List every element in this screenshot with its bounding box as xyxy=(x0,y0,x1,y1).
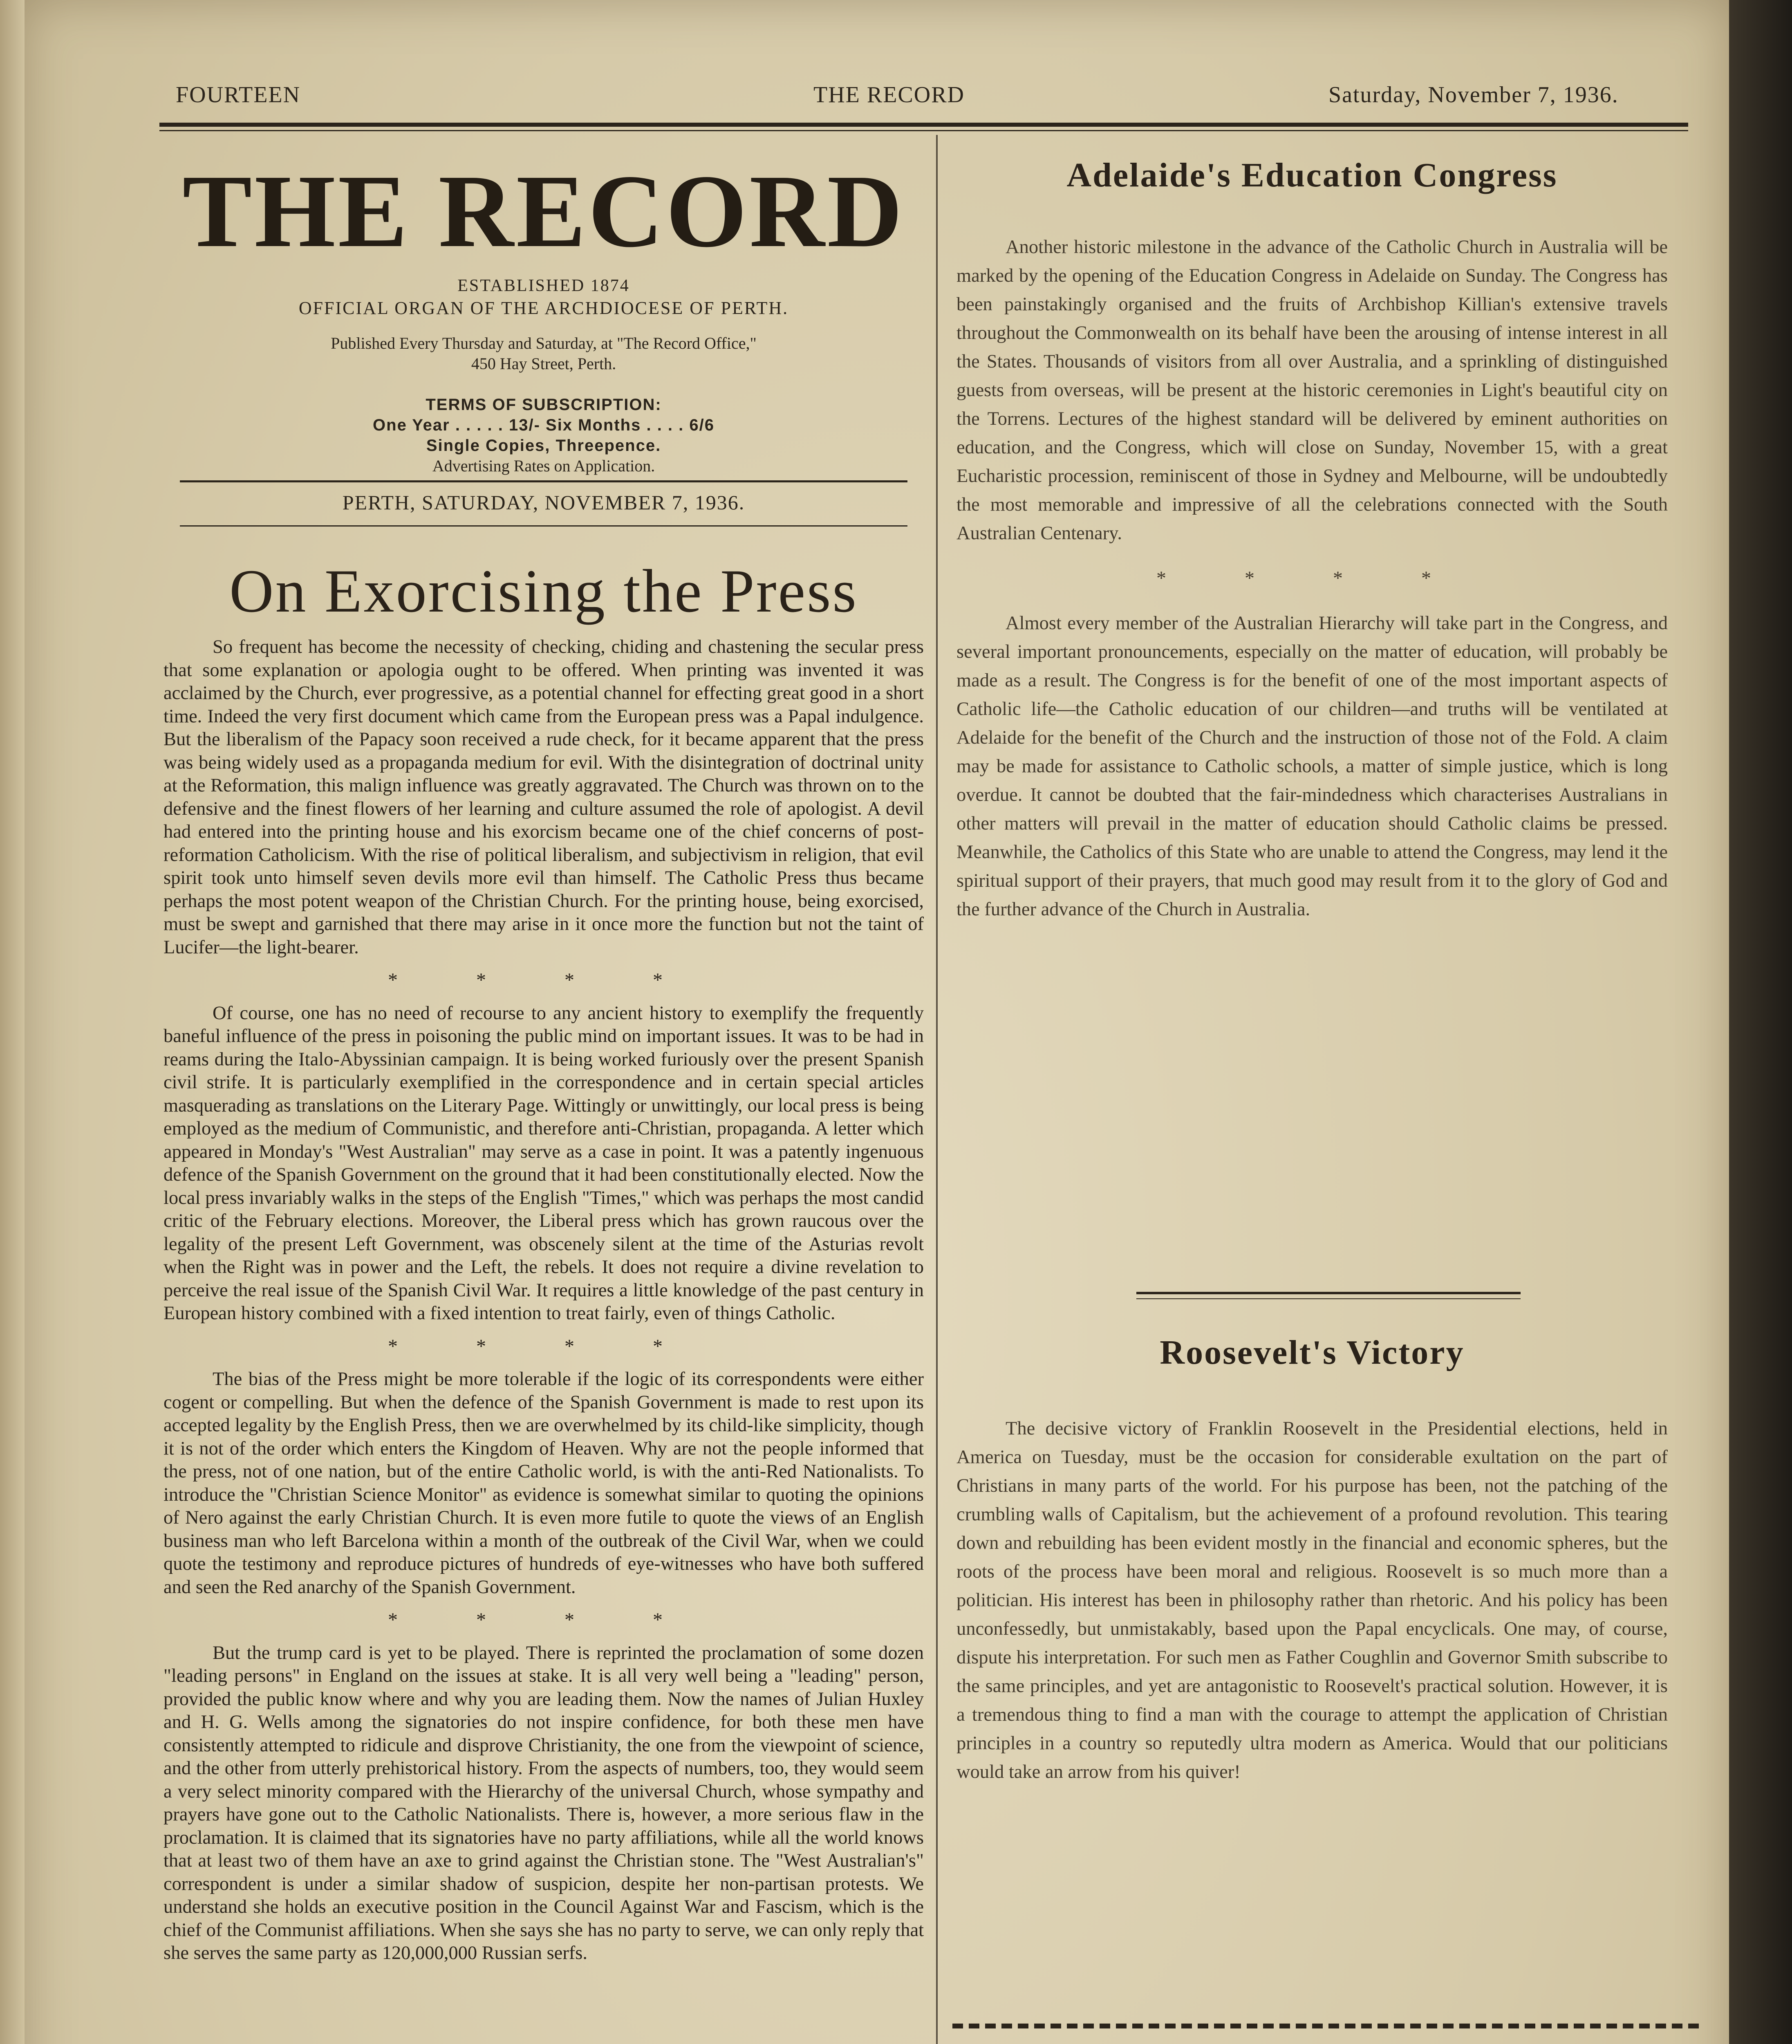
roosevelt-body xyxy=(956,1414,1668,1786)
running-title: THE RECORD xyxy=(813,82,965,108)
section-stars: * * * * xyxy=(388,1609,699,1631)
editorial-paragraph: So frequent has become the necessity of checking, chiding and chastening the secular press that some explanation or apologia ought to be offered. When printing was invented it was acclaimed by the Church, ever progressive, as a potential channel for effecting great good in a short time. Indeed the very first document which came from the European press was a Papal indulgence. But the liberalism of the Papacy soon received a rude check, for it became apparent that the press was being widely used as a propaganda medium for evil. With the disintegration of doctrinal unity at the Reformation, this malign influence was greatly aggravated. The Church was thrown on to the defensive and the finest flowers of her learning and culture assumed the role of apologist. A devil had entered into the printing house and his exorcism became one of the chief concerns of post-reformation Catholicism. With the rise of political liberalism, and subjectivism in religion, that evil spirit took unto himself seven devils more evil than himself. The Catholic Press thus became perhaps the most potent weapon of the Christian Church. For the printing house, being exorcised, must be swept and garnished that there may arise in it once more the function but not the taint of Lucifer—the light-bearer. xyxy=(164,637,924,958)
editorial-paragraph: But the trump card is yet to be played. There is reprinted the proclamation of some dozen "leading persons" in England on the issues at stake. It is all very well being a "leading" person, provided the public know where and why you are leading them. Now the names of Julian Huxley and H. G. Wells among the signatories do not inspire confidence, for both these men have consistently attempted to ridicule and disprove Christianity, the one from the viewpoint of science, and the other from utterly prehistorical history. From the aspects of numbers, too, they would seem a very select minority compared with the Hierarchy of the universal Church, whose sympathy and prayers have gone out to the Catholic Nationalists. There is, however, a more serious flaw in the proclamation. It is claimed that its signatories have no party affiliations, while all the world knows that at least two of them have an axe to grind against the Christian stone. The "West Australian's" correspondent is under a similar shadow of suspicion, despite her non-partisan protests. We understand she holds an executive position in the Council Against War and Fascism, which is the chief of the Communist affiliations. When she says she has no party to serve, we can only reply that she serves the same party as 120,000,000 Russian serfs. xyxy=(164,1642,924,1963)
single-copies: Single Copies, Threepence. xyxy=(426,436,661,455)
issue-date: Saturday, November 7, 1936. xyxy=(1328,82,1619,108)
editorial-headline: On Exorcising the Press xyxy=(229,557,858,625)
official-organ-line: OFFICIAL ORGAN OF THE ARCHDIOCESE OF PERTH. xyxy=(298,298,789,318)
roosevelt-headline: Roosevelt's Victory xyxy=(1160,1334,1465,1372)
advertising-rates: Advertising Rates on Application. xyxy=(432,456,655,475)
ornamental-rule-thin xyxy=(1136,1298,1521,1299)
editorial-paragraph: The bias of the Press might be more tolerable if the logic of its correspondents were either cogent or compelling. But when the defence of the Spanish Government is made to rest upon its accepted legality by the English Press, then we are overwhelmed by its child-like simplicity, though it is not of the order which enters the Kingdom of Heaven. Why are not the people informed that the press, not of one nation, but of the entire Catholic world, is with the anti-Red Nationalists. To introduce the "Christian Science Monitor" as evidence is somewhat similar to quoting the opinions of Nero against the early Christian Church. It is even more futile to quote the views of an English business man who left Barcelona within a month of the outbreak of the Civil War, when we could quote the testimony and reproduce pictures of hundreds of eye-witnesses who have both suffered and seen the Red anarchy of the Spanish Government. xyxy=(164,1369,924,1598)
congress-body xyxy=(956,233,1668,924)
ornamental-rule xyxy=(1136,1292,1521,1294)
publication-address: 450 Hay Street, Perth. xyxy=(471,354,616,373)
terms-title: TERMS OF SUBSCRIPTION: xyxy=(426,395,662,414)
section-stars: * * * * xyxy=(388,1335,699,1357)
roosevelt-paragraph: The decisive victory of Franklin Roosevelt in the Presidential elections, held in America on Tuesday, must be the occasion for considerable exultation on the part of Christians in many parts of the world. For his purpose has been, not the patching of the crumbling walls of Capitalism, but the achievement of a profound revolution. This tearing down and rebuilding has been evident mostly in the financial and economic spheres, but the roots of the process have been moral and religious. Roosevelt is so much more than a politician. His interest has been in philosophy rather than rhetoric. And his policy has been unconfessedly, but unmistakably, based upon the Papal encyclicals. One may, of course, dispute his interpretation. For such men as Father Coughlin and Governor Smith subscribe to the same principles, and yet are antagonistic to Roosevelt's practical solution. However, it is a tremendous thing to find a man with the courage to attempt the application of Christian principles in a country so reputedly ultra modern as America. Would that our politicians would take an arrow from his quiver! xyxy=(956,1418,1668,1782)
binding-edge xyxy=(0,0,25,2044)
section-stars: * * * * xyxy=(1156,567,1468,589)
masthead-title: THE RECORD xyxy=(182,154,905,269)
publication-line: Published Every Thursday and Saturday, at "The Record Office," xyxy=(331,334,757,352)
established-line: ESTABLISHED 1874 xyxy=(457,276,630,295)
page-number: FOURTEEN xyxy=(176,82,301,108)
editorial-body xyxy=(164,636,924,1965)
congress-headline: Adelaide's Education Congress xyxy=(1066,156,1558,194)
header-rule-thin xyxy=(159,130,1688,131)
masthead-rule xyxy=(180,480,907,482)
terms-prices: One Year . . . . . 13/- Six Months . . . . 6/6 xyxy=(373,416,715,434)
dashed-rule xyxy=(952,2024,1700,2028)
dateline-rule xyxy=(180,525,907,527)
section-stars: * * * * xyxy=(388,969,699,991)
page-shadow-edge xyxy=(1729,0,1792,2044)
header-rule xyxy=(159,123,1688,127)
masthead xyxy=(180,151,907,476)
congress-paragraph: Another historic milestone in the advance of the Catholic Church in Australia will be marked by the opening of the Education Congress in Adelaide on Sunday. The Congress has been painstakingly organised and the fruits of Archbishop Killian's extensive travels throughout the Commonwealth on its behalf have been the arousing of intense interest in all the States. Thousands of visitors from all over Australia, and a sprinkling of distinguished guests from overseas, will be present at the historic ceremonies in Light's beautiful city on the Torrens. Lectures of the highest standard will be delivered by eminent authorities on education, and the Congress, which will close on Sunday, November 15, with a great Eucharistic procession, reminiscent of those in Sydney and Melbourne, will be undoubtedly the most memorable and impressive of all the celebrations connected with the South Australian Centenary. xyxy=(956,237,1668,544)
congress-paragraph: Almost every member of the Australian Hierarchy will take part in the Congress, and several important pronouncements, especially on the matter of education, will probably be made as a result. The Congress is for the benefit of one of the most important aspects of Catholic life—the Catholic education of our children—and truths will be ventilated at Adelaide for the benefit of the Church and the instruction of those not of the Fold. A claim may be made for assistance to Catholic schools, a matter of simple justice, which is long overdue. It cannot be doubted that the fair-mindedness which characterises Australians in other matters will prevail in the matter of education should Catholic claims be pressed. Meanwhile, the Catholics of this State who are unable to attend the Congress, may lend it the spiritual support of their prayers, that much good may result from it to the glory of God and the further advance of the Church in Australia. xyxy=(956,613,1668,920)
subscription-terms xyxy=(180,394,907,476)
editorial-paragraph: Of course, one has no need of recourse to any ancient history to exemplify the frequently baneful influence of the press in poisoning the public mind on important issues. It was to be had in reams during the Italo-Abyssinian campaign. It is being worked furiously over the present Spanish civil strife. It is particularly exemplified in the correspondence and in certain special articles masquerading as translations on the Literary Page. Wittingly or unwittingly, our local press is being employed as the medium of Communistic, and therefore anti-Christian, propaganda. A letter which appeared in Monday's "West Australian" may serve as a case in point. It was a patently ingenuous defence of the Spanish Government on the ground that it had been constitutionally elected. Now the local press invariably walks in the steps of the English "Times," which was perhaps the most candid critic of the February elections. Moreover, the Liberal press which has grown raucous over the legality of the present Left Government, was obscenely silent at the time of the Asturias revolt when the Right was in power and the Left, the rebels. It does not require a divine revelation to perceive the real issue of the Spanish Civil War. It requires a little knowledge of the past century in European history combined with a fixed intention to treat fairly, even of things Catholic. xyxy=(164,1002,924,1324)
column-divider xyxy=(936,135,938,2044)
dateline: PERTH, SATURDAY, NOVEMBER 7, 1936. xyxy=(342,491,745,514)
